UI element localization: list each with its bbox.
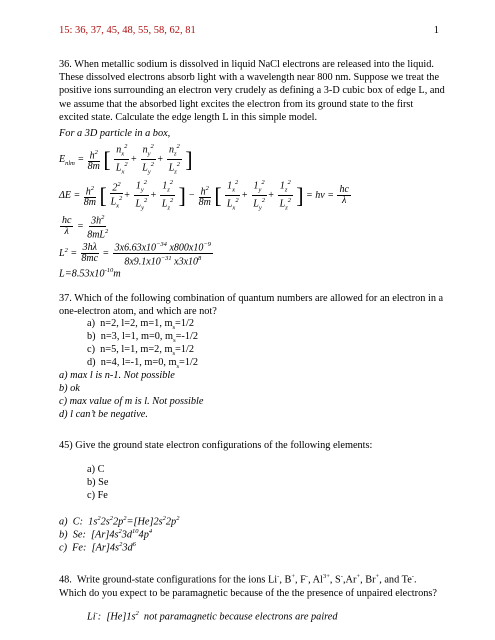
page-header: [59, 25, 439, 36]
q36-text: 36. When metallic sodium is dissolved in liquid NaCl electrons are released into the liquid. These dissolved electrons absorb light with a wavelength near 800 nm. Suppose we treat the positive ions surrounding an electron very crudely as defining a 3-D cubic box of edge L, and we assume that the absorbed light excites the electron from its ground state to the first excited state. Calculate the edge length L in this simple model.: [59, 59, 445, 123]
q37-answer-d: d) l can’t be negative.: [59, 409, 148, 420]
q45-answer-c: a) C: $1s^22s^22p^2=[He]2s^22p^2$: [59, 515, 180, 528]
q45-option-c: c) Fe: [87, 490, 108, 501]
energy-equation: $E_{nlm}$ = $\frac{h^2}{8m}$ [ $\frac{n_x^2}{L_x^2}$ + $\frac{n_y^2}{L_y^2}$ + $\frac{n_z^2}{L_z^2}$ ]: [59, 143, 193, 176]
q48-text: 48. Write ground-state configurations for the ions Li-, B+, F-, $Al^{3+}$, S-,Ar+, Br+, and Te-. Which do you expect to be paramagnetic because of the the presence of unpaired electrons?: [59, 573, 437, 599]
q37-answer-b: b) ok: [59, 383, 80, 394]
page-number: 1: [433, 25, 439, 36]
q45-answer-se: b) Se: $[Ar]4s^23d^{10}4p^4$: [59, 528, 153, 541]
q45-answer-fe: c) Fe: $[Ar]4s^23d^6$: [59, 541, 136, 554]
q45-option-a: a) C: [87, 464, 105, 475]
q37-option-a: a) n=2, l=2, m=1, $m_s=1/2$: [87, 318, 194, 332]
q37-option-b: b) n=3, l=1, m=0, $m_s=-1/2$: [87, 331, 199, 345]
delta-e-equation: ΔE = $\frac{h^2}{8m}$ [ $\frac{2^2}{L_x^2}$ + $\frac{1_y^2}{L_y^2}$ + $\frac{1_z^2}{L_z^2}$ ] − $\frac{h^2}{8m}$ [ $\frac{1_x^2}{L_x^2}$ + $\frac{1_y^2}{L_y^2}$ + $\frac{1_z^2}{L_z^2}$ ] = hν = $\frac{hc}{\lambda}$: [59, 179, 349, 212]
question-list: 15: 36, 37, 45, 48, 55, 58, 62, 81: [59, 25, 196, 36]
hc-lambda-equation: $\frac{hc}{\lambda}$ = $\frac{3h^2}{8mL^2}$: [62, 214, 109, 241]
q37-text: 37. Which of the following combination of quantum numbers are allowed for an electron in a one-electron atom, and which are not?: [59, 293, 444, 318]
q37-answer-a: a) max l is n-1. Not possible: [59, 370, 175, 381]
q36-result: $L=8.53x10^{-10}m$: [59, 267, 121, 280]
q37-option-c: c) n=5, l=1, m=2, $m_s=1/2$: [87, 344, 194, 358]
q48-answer-li: Li-: $[He]1s^2$ not paramagnetic because electrons are paired: [87, 610, 338, 623]
q37-answer-c: c) max value of m is l. Not possible: [59, 396, 204, 407]
l-squared-equation: $L^2$ = $\frac{3h\lambda}{8mc}$ = $\frac{3x6.63x10^{-34} x800x10^{-9}}{8x9.1x10^{-31} x3x10^8}$: [59, 241, 211, 268]
q45-option-b: b) Se: [87, 477, 109, 488]
q36-subtitle: For a 3D particle in a box,: [59, 128, 171, 139]
q37-option-d: d) n=4, l=-1, m=0, $m_s=1/2$: [87, 357, 198, 371]
q45-text: 45) Give the ground state electron configurations of the following elements:: [59, 440, 373, 451]
